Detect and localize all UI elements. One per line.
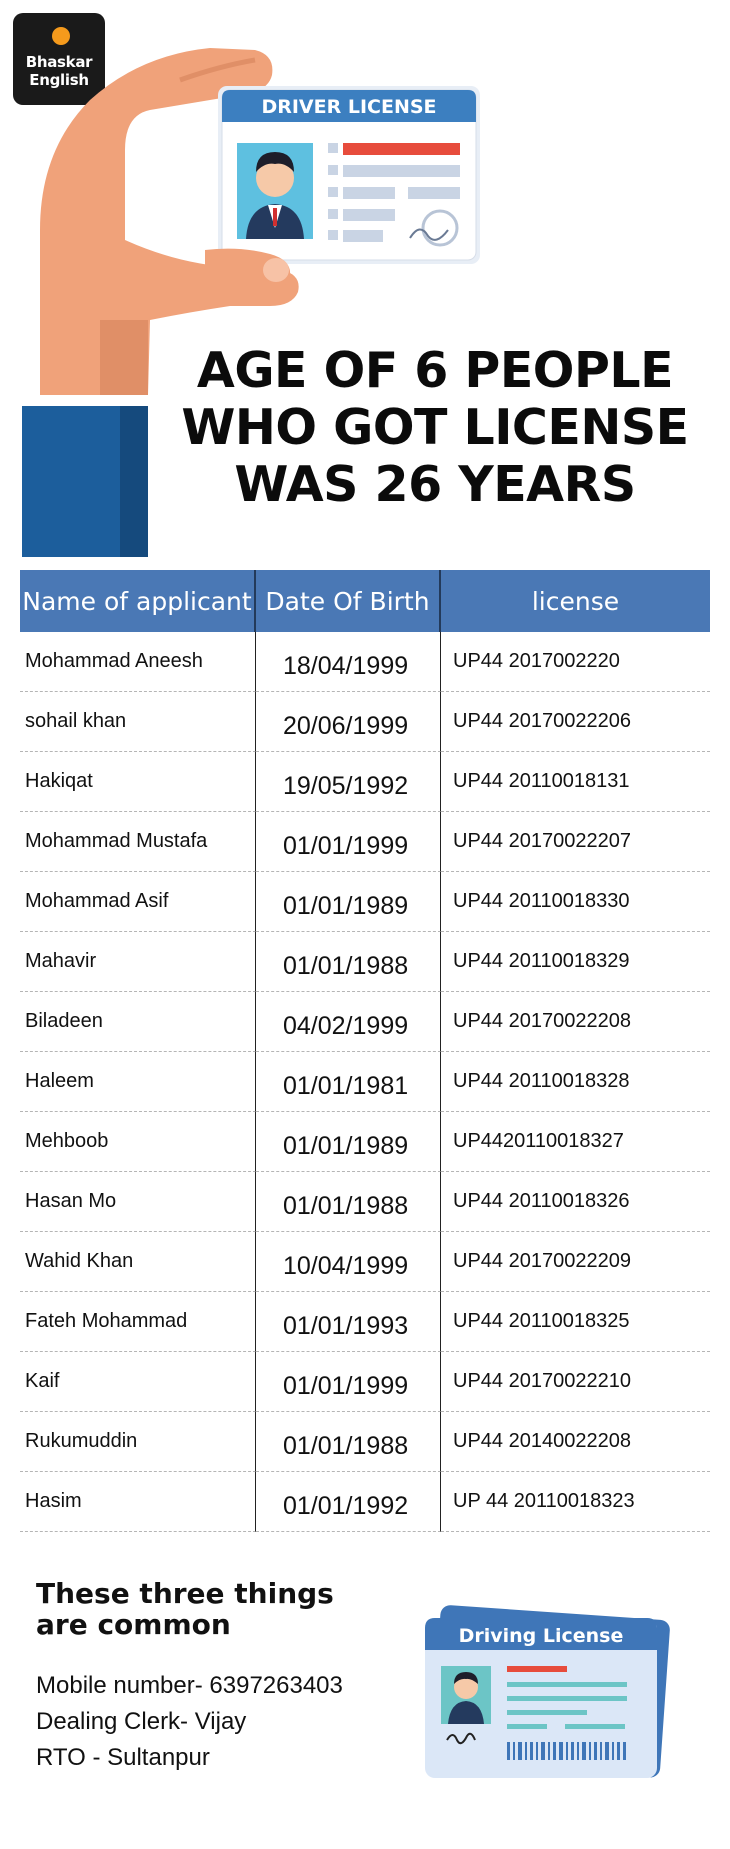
- cell-date-of-birth: 04/02/1999: [256, 992, 441, 1052]
- common-item-rto: RTO - Sultanpur: [36, 1744, 210, 1771]
- cell-license-number: UP44 20110018330: [441, 872, 710, 932]
- svg-text:Driving License: Driving License: [458, 1625, 624, 1647]
- headline: [170, 342, 700, 513]
- cell-date-of-birth: 18/04/1999: [256, 632, 441, 692]
- cell-applicant-name: Hakiqat: [20, 752, 256, 812]
- cell-applicant-name: Fateh Mohammad: [20, 1292, 256, 1352]
- table-row: [20, 1052, 710, 1112]
- common-title-line-2: are common: [36, 1608, 231, 1641]
- common-section-title: [36, 1578, 376, 1640]
- headline-line-3: WAS 26 YEARS: [234, 456, 636, 513]
- cell-license-number: UP4420110018327: [441, 1112, 710, 1172]
- cell-license-number: UP44 20140022208: [441, 1412, 710, 1472]
- cell-license-number: UP44 2017002220: [441, 632, 710, 692]
- cell-license-number: UP44 20110018326: [441, 1172, 710, 1232]
- cell-applicant-name: Mohammad Asif: [20, 872, 256, 932]
- cell-date-of-birth: 01/01/1988: [256, 932, 441, 992]
- table-row: [20, 1472, 710, 1532]
- cell-applicant-name: Mohammad Aneesh: [20, 632, 256, 692]
- cell-applicant-name: Haleem: [20, 1052, 256, 1112]
- headline-line-2: WHO GOT LICENSE: [181, 399, 689, 456]
- table-row: [20, 932, 710, 992]
- cell-date-of-birth: 01/01/1989: [256, 1112, 441, 1172]
- cell-applicant-name: Hasan Mo: [20, 1172, 256, 1232]
- cell-date-of-birth: 01/01/1988: [256, 1172, 441, 1232]
- cell-date-of-birth: 01/01/1989: [256, 872, 441, 932]
- cell-license-number: UP44 20110018325: [441, 1292, 710, 1352]
- cell-date-of-birth: 01/01/1981: [256, 1052, 441, 1112]
- table-row: [20, 1352, 710, 1412]
- cell-license-number: UP44 20110018329: [441, 932, 710, 992]
- cell-date-of-birth: 01/01/1988: [256, 1412, 441, 1472]
- cell-date-of-birth: 01/01/1999: [256, 1352, 441, 1412]
- header-name-of-applicant: Name of applicant: [20, 570, 256, 632]
- cell-date-of-birth: 01/01/1993: [256, 1292, 441, 1352]
- svg-text:DRIVER LICENSE: DRIVER LICENSE: [261, 96, 437, 118]
- common-item-mobile: Mobile number- 6397263403: [36, 1672, 343, 1699]
- cell-license-number: UP44 20170022208: [441, 992, 710, 1052]
- table-row: [20, 992, 710, 1052]
- headline-line-1: AGE OF 6 PEOPLE: [196, 342, 674, 399]
- table-header: [20, 570, 710, 632]
- cell-applicant-name: Rukumuddin: [20, 1412, 256, 1472]
- table-row: [20, 1232, 710, 1292]
- cell-license-number: UP44 20170022209: [441, 1232, 710, 1292]
- header-license: license: [531, 586, 620, 616]
- cell-applicant-name: Biladeen: [20, 992, 256, 1052]
- cell-applicant-name: sohail khan: [20, 692, 256, 752]
- cell-applicant-name: Mahavir: [20, 932, 256, 992]
- cell-date-of-birth: 01/01/1992: [256, 1472, 441, 1532]
- table-row: [20, 812, 710, 872]
- cell-date-of-birth: 01/01/1999: [256, 812, 441, 872]
- cell-date-of-birth: 20/06/1999: [256, 692, 441, 752]
- table-row: [20, 752, 710, 812]
- cell-applicant-name: Mehboob: [20, 1112, 256, 1172]
- cell-license-number: UP44 20170022206: [441, 692, 710, 752]
- cell-applicant-name: Mohammad Mustafa: [20, 812, 256, 872]
- logo-line-1: Bhaskar: [25, 53, 93, 71]
- license-table: [20, 570, 710, 1532]
- cell-date-of-birth: 10/04/1999: [256, 1232, 441, 1292]
- table-row: [20, 1172, 710, 1232]
- cell-license-number: UP44 20110018328: [441, 1052, 710, 1112]
- table-row: [20, 872, 710, 932]
- common-item-clerk: Dealing Clerk- Vijay: [36, 1708, 247, 1735]
- cell-license-number: UP 44 20110018323: [441, 1472, 710, 1532]
- cell-applicant-name: Hasim: [20, 1472, 256, 1532]
- cell-applicant-name: Kaif: [20, 1352, 256, 1412]
- common-title-line-1: These three things: [36, 1577, 334, 1610]
- driver-license-card: [218, 86, 480, 264]
- table-row: [20, 1412, 710, 1472]
- logo-line-2: English: [29, 71, 89, 89]
- table-row: [20, 1112, 710, 1172]
- table-body: [20, 632, 710, 1532]
- common-items-list: [36, 1668, 343, 1776]
- cell-license-number: UP44 20170022210: [441, 1352, 710, 1412]
- header-date-of-birth: Date Of Birth: [256, 570, 441, 632]
- table-row: [20, 632, 710, 692]
- cell-license-number: UP44 20170022207: [441, 812, 710, 872]
- cell-license-number: UP44 20110018131: [441, 752, 710, 812]
- table-row: [20, 692, 710, 752]
- cell-applicant-name: Wahid Khan: [20, 1232, 256, 1292]
- table-row: [20, 1292, 710, 1352]
- driving-license-card-illustration: [415, 1600, 675, 1790]
- cell-date-of-birth: 19/05/1992: [256, 752, 441, 812]
